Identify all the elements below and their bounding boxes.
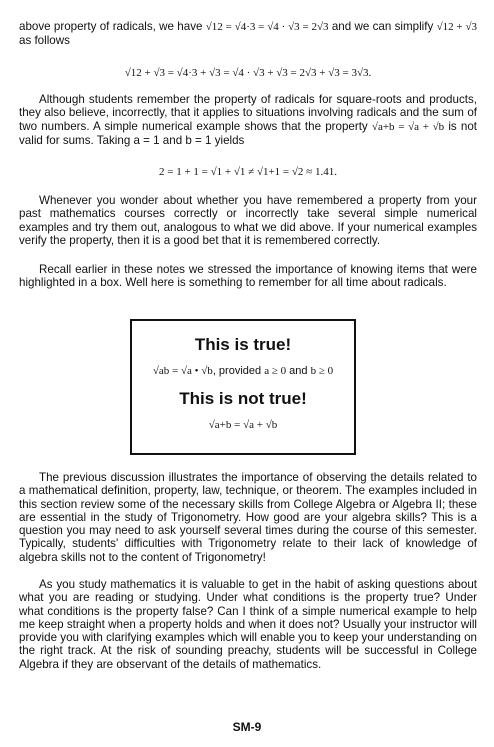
highlight-box (130, 319, 356, 455)
false-heading: This is not true! (179, 389, 307, 408)
inline-formula: √12 = √4·3 = √4 · √3 = 2√3 (205, 21, 329, 33)
condition-b: b ≥ 0 (310, 365, 334, 377)
true-heading: This is true! (194, 335, 292, 354)
paragraph-study-habits: As you study mathematics it is valuable to get in the habit of asking questions about what you are reading or studying. Under what conditions is the property true? Under what conditions is the property false? Can I think of a simple numerical example to help me keep straight when a property holds and when it does not? Usually your instructor will provide you with clarifying examples which will enable you to keep your understanding on the right track. At the risk of sounding preachy, students will be successful in College Algebra if they are observant of the details of mathematics. (19, 578, 477, 671)
equation-simplify: √12 + √3 = √4·3 + √3 = √4 · √3 + √3 = 2√3 + √3 = 3√3. (124, 67, 372, 79)
text: above property of radicals, we have (19, 20, 206, 33)
equation-counterexample: 2 = 1 + 1 = √1 + √1 ≠ √1+1 = √2 ≈ 1.41. (159, 166, 337, 178)
paragraph-radicals-property (19, 20, 477, 48)
text: as follows (19, 34, 70, 48)
condition-a: a ≥ 0 (264, 365, 287, 377)
text: and we can simplify (328, 20, 437, 33)
inline-formula: √12 + √3 (436, 21, 478, 33)
true-formula-line (132, 365, 354, 377)
paragraph-remember: Recall earlier in these notes we stressed the importance of knowing items that were highlighted in a box. Well here is something to remember for all time about radicals. (19, 263, 477, 290)
text: is not valid for sums. Taking a = 1 and b = 1 yields (19, 119, 477, 147)
page-number: SM-9 (232, 720, 262, 734)
text: , provided (212, 365, 265, 377)
text: Although students remember the property of radicals for square-roots and products, they also believe, incorrectly, that it applies to situations involving radicals and the sum of two numbers. A simple numerical example shows that the property (19, 93, 477, 133)
paragraph-misconception (19, 93, 477, 147)
paragraph-numerical-examples: Whenever you wonder about whether you have remembered a property from your past mathematics courses correctly or incorrectly take several simple numerical examples and try them out, analogous to what we did above. If your numerical examples verify the property, then it is a good bet that it is remembered correctly. (19, 194, 477, 247)
sum-rule-formula: √a+b = √a + √b (208, 419, 278, 431)
paragraph-discussion: The previous discussion illustrates the importance of observing the details related to a mathematical definition, property, law, technique, or theorem. The examples included in this section review some of the necessary skills from College Algebra or Algebra II; these are essential in the study of Trigonometry. How good are your algebra skills? This is a question you may need to ask yourself several times during the course of this semester. Typically, students' difficulties with Trigonometry relate to their lack of knowledge of algebra skills not to the content of Trigonometry! (19, 471, 477, 564)
product-rule-formula: √ab = √a • √b (152, 365, 213, 377)
inline-formula: √a+b = √a + √b (371, 120, 445, 133)
text: and (286, 365, 311, 377)
false-formula-line (132, 419, 354, 431)
